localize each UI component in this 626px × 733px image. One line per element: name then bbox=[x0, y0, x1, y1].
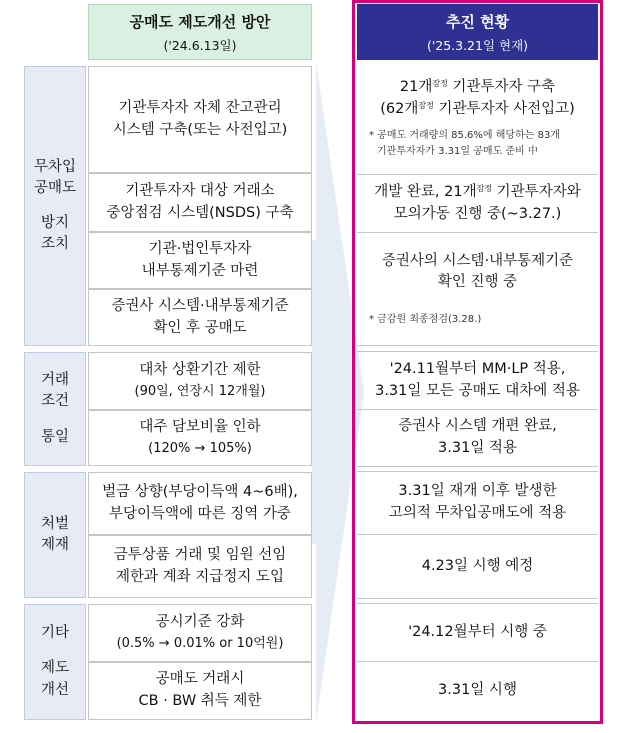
status-text: 모의가동 진행 중(~3.27.) bbox=[393, 205, 562, 222]
plan-text: 벌금 상향(부당이득액 4~6배), bbox=[102, 483, 298, 500]
plan-text: 대주 담보비율 인하 bbox=[139, 419, 261, 436]
group-divider bbox=[357, 466, 598, 472]
status-text: 고의적 무차입공매도에 적용 bbox=[388, 505, 567, 521]
plan-text: 기관투자자 대상 거래소 bbox=[125, 182, 275, 199]
category-text: 개선 bbox=[40, 681, 69, 698]
status-item-8 bbox=[357, 604, 598, 662]
plan-item-8 bbox=[88, 535, 312, 598]
category-text: 통일 bbox=[40, 428, 69, 445]
status-note: * 금감원 최종점검(3.28.) bbox=[369, 314, 482, 325]
status-header-date: ('25.3.21일 현재) bbox=[426, 37, 529, 53]
status-text: 증권사 시스템 개편 완료, bbox=[398, 418, 557, 435]
plan-text: 확인 후 공매도 bbox=[153, 319, 247, 336]
status-text: 3.31일 시행 bbox=[438, 682, 517, 699]
plan-text: CB · BW 취득 제한 bbox=[138, 693, 262, 709]
status-item-5 bbox=[357, 410, 598, 467]
category-text: 조치 bbox=[40, 236, 69, 253]
plan-item-5 bbox=[88, 352, 312, 410]
provisional-mark: 잠정 bbox=[418, 100, 434, 110]
provisional-mark: 잠정 bbox=[432, 78, 448, 88]
status-text: 3.31일 적용 bbox=[438, 440, 517, 456]
status-item-7 bbox=[357, 535, 598, 599]
category-text: 제도 bbox=[40, 660, 69, 677]
status-note-line: * 공매도 거래량의 85.6%에 해당하는 83개 bbox=[369, 130, 560, 142]
plan-text: 공시기준 강화 bbox=[155, 614, 245, 631]
category-text: 무차입 bbox=[33, 158, 77, 175]
status-text-part: (62개 bbox=[380, 100, 419, 117]
status-text: 3.31일 재개 이후 발생한 bbox=[398, 483, 557, 500]
status-header bbox=[357, 4, 598, 60]
status-item-6 bbox=[357, 472, 598, 535]
plan-item-10 bbox=[88, 662, 312, 720]
plan-text: (90일, 연장시 12개월) bbox=[134, 384, 266, 400]
plan-item-1 bbox=[88, 66, 312, 173]
category-text: 기타 bbox=[40, 625, 69, 642]
category-other-improvements bbox=[24, 604, 86, 720]
plan-header-date: ('24.6.13일) bbox=[163, 37, 237, 53]
status-item-9 bbox=[357, 662, 598, 720]
category-text: 방지 bbox=[40, 215, 69, 231]
plan-text: 공매도 거래시 bbox=[155, 671, 245, 688]
plan-item-7 bbox=[88, 472, 312, 535]
group-divider bbox=[357, 598, 598, 604]
status-item-4 bbox=[357, 352, 598, 410]
plan-text: 대차 상환기간 제한 bbox=[139, 362, 261, 379]
category-text: 조건 bbox=[40, 393, 69, 410]
status-text: 3.31일 모든 공매도 대차에 적용 bbox=[375, 382, 580, 399]
status-text-part: 21개 bbox=[399, 78, 433, 95]
status-item-1 bbox=[357, 62, 598, 175]
plan-item-2 bbox=[88, 173, 312, 232]
category-naked-short-prevention bbox=[24, 66, 86, 346]
category-text: 제재 bbox=[40, 537, 69, 553]
plan-item-4 bbox=[88, 289, 312, 346]
plan-text: 기관·법인투자자 bbox=[148, 240, 252, 257]
category-text: 처벌 bbox=[40, 515, 69, 532]
plan-header-title: 공매도 제도개선 방안 bbox=[129, 12, 271, 31]
plan-header bbox=[88, 4, 312, 60]
status-note-line: 기관투자자가 3.31일 공매도 준비 中 bbox=[377, 145, 538, 157]
plan-text: 시스템 구축(또는 사전입고) bbox=[112, 121, 288, 138]
plan-item-3 bbox=[88, 232, 312, 289]
status-note bbox=[357, 128, 560, 159]
category-penalties bbox=[24, 472, 86, 598]
plan-text: 중앙점검 시스템(NSDS) 구축 bbox=[106, 204, 294, 221]
status-text-part: 기관투자자 구축 bbox=[447, 78, 556, 95]
group-divider bbox=[357, 346, 598, 352]
status-item-2 bbox=[357, 175, 598, 233]
plan-text: (120% → 105%) bbox=[148, 441, 252, 457]
plan-item-9 bbox=[88, 604, 312, 662]
plan-text: 부당이득액에 따른 징역 가중 bbox=[109, 505, 291, 522]
status-text: '24.12월부터 시행 중 bbox=[408, 623, 547, 640]
status-header-title: 추진 현황 bbox=[445, 12, 510, 31]
status-text-part: 기관투자자와 bbox=[492, 183, 581, 200]
status-item-3 bbox=[357, 233, 598, 346]
status-text bbox=[374, 182, 580, 204]
category-text: 거래 bbox=[40, 372, 69, 389]
category-text: 공매도 bbox=[33, 179, 77, 196]
category-trading-conditions bbox=[24, 352, 86, 466]
status-text: 증권사의 시스템·내부통제기준 bbox=[381, 252, 574, 269]
plan-text: 금투상품 거래 및 임원 선임 bbox=[113, 546, 287, 563]
status-text bbox=[400, 77, 555, 99]
plan-text: 제한과 계좌 지급정지 도입 bbox=[116, 568, 284, 585]
status-text bbox=[380, 99, 575, 121]
status-text-part: 개발 완료, 21개 bbox=[374, 183, 477, 200]
plan-text: 내부통제기준 마련 bbox=[141, 262, 259, 279]
status-text: 4.23일 시행 예정 bbox=[421, 557, 534, 574]
status-text: 확인 진행 중 bbox=[437, 274, 518, 291]
plan-text: (0.5% → 0.01% or 10억원) bbox=[116, 636, 284, 652]
plan-text: 증권사 시스템·내부통제기준 bbox=[111, 297, 289, 314]
plan-text: 기관투자자 자체 잔고관리 bbox=[118, 99, 282, 116]
status-text: '24.11월부터 MM·LP 적용, bbox=[389, 360, 566, 377]
status-text-part: 기관투자자 사전입고) bbox=[433, 100, 575, 117]
provisional-mark: 잠정 bbox=[476, 183, 493, 193]
plan-item-6 bbox=[88, 410, 312, 466]
